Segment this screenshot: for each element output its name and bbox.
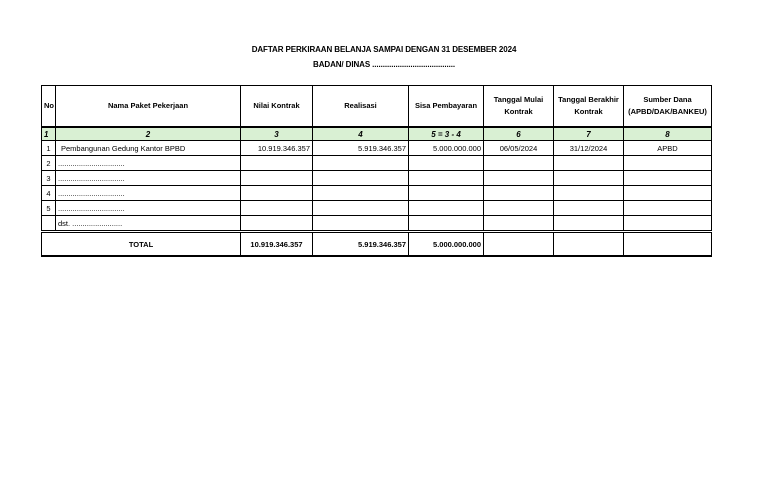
cell-berakhir — [554, 171, 624, 186]
col-header-nilai: Nilai Kontrak — [241, 86, 313, 128]
col-header-sumber: Sumber Dana (APBD/DAK/BANKEU) — [624, 86, 712, 128]
budget-table — [41, 85, 712, 257]
total-sumber — [624, 232, 712, 257]
cell-berakhir — [554, 186, 624, 201]
col-number: 5 = 3 - 4 — [409, 127, 484, 141]
cell-nama: Pembangunan Gedung Kantor BPBD — [56, 141, 241, 156]
cell-sisa — [409, 216, 484, 232]
cell-nama: ................................ — [56, 156, 241, 171]
cell-nilai — [241, 156, 313, 171]
table-row — [42, 156, 712, 171]
cell-nama: dst. ........................ — [56, 216, 241, 232]
col-header-realisasi: Realisasi — [313, 86, 409, 128]
cell-no: 5 — [42, 201, 56, 216]
document-subtitle: BADAN/ DINAS ....................................... — [313, 60, 455, 69]
table-row — [42, 171, 712, 186]
total-mulai — [484, 232, 554, 257]
cell-mulai: 06/05/2024 — [484, 141, 554, 156]
col-number: 7 — [554, 127, 624, 141]
cell-sumber — [624, 171, 712, 186]
cell-realisasi — [313, 171, 409, 186]
cell-realisasi — [313, 216, 409, 232]
total-nilai: 10.919.346.357 — [241, 232, 313, 257]
document-title: DAFTAR PERKIRAAN BELANJA SAMPAI DENGAN 31 DESEMBER 2024 — [251, 45, 517, 54]
col-number: 3 — [241, 127, 313, 141]
cell-sisa — [409, 201, 484, 216]
col-header-nama: Nama Paket Pekerjaan — [56, 86, 241, 128]
col-header-sisa: Sisa Pembayaran — [409, 86, 484, 128]
cell-sisa: 5.000.000.000 — [409, 141, 484, 156]
cell-realisasi — [313, 186, 409, 201]
col-header-mulai: Tanggal Mulai Kontrak — [484, 86, 554, 128]
cell-nilai — [241, 216, 313, 232]
cell-no: 1 — [42, 141, 56, 156]
cell-nilai — [241, 186, 313, 201]
cell-no: 4 — [42, 186, 56, 201]
cell-mulai — [484, 186, 554, 201]
col-header-berakhir: Tanggal Berakhir Kontrak — [554, 86, 624, 128]
table-row — [42, 201, 712, 216]
cell-realisasi — [313, 156, 409, 171]
col-number: 4 — [313, 127, 409, 141]
total-berakhir — [554, 232, 624, 257]
col-number: 6 — [484, 127, 554, 141]
cell-nama: ................................ — [56, 171, 241, 186]
column-number-row — [42, 127, 712, 141]
cell-mulai — [484, 201, 554, 216]
col-number: 8 — [624, 127, 712, 141]
cell-nilai — [241, 171, 313, 186]
cell-sisa — [409, 186, 484, 201]
cell-sumber — [624, 156, 712, 171]
col-number: 2 — [56, 127, 241, 141]
cell-mulai — [484, 216, 554, 232]
cell-sumber: APBD — [624, 141, 712, 156]
cell-no — [42, 216, 56, 232]
col-number: 1 — [42, 127, 56, 141]
cell-berakhir — [554, 201, 624, 216]
cell-sumber — [624, 201, 712, 216]
col-header-no: No — [42, 86, 56, 128]
cell-nama: ................................ — [56, 201, 241, 216]
total-sisa: 5.000.000.000 — [409, 232, 484, 257]
total-row — [42, 232, 712, 257]
cell-berakhir: 31/12/2024 — [554, 141, 624, 156]
cell-sisa — [409, 156, 484, 171]
table-row — [42, 141, 712, 156]
cell-nilai: 10.919.346.357 — [241, 141, 313, 156]
table-row — [42, 216, 712, 232]
cell-realisasi: 5.919.346.357 — [313, 141, 409, 156]
total-label: TOTAL — [42, 232, 241, 257]
total-realisasi: 5.919.346.357 — [313, 232, 409, 257]
cell-realisasi — [313, 201, 409, 216]
cell-berakhir — [554, 216, 624, 232]
cell-berakhir — [554, 156, 624, 171]
cell-no: 3 — [42, 171, 56, 186]
cell-mulai — [484, 171, 554, 186]
header-row — [42, 86, 712, 128]
cell-nilai — [241, 201, 313, 216]
table-row — [42, 186, 712, 201]
cell-sumber — [624, 186, 712, 201]
cell-nama: ................................ — [56, 186, 241, 201]
cell-sisa — [409, 171, 484, 186]
cell-mulai — [484, 156, 554, 171]
cell-sumber — [624, 216, 712, 232]
cell-no: 2 — [42, 156, 56, 171]
